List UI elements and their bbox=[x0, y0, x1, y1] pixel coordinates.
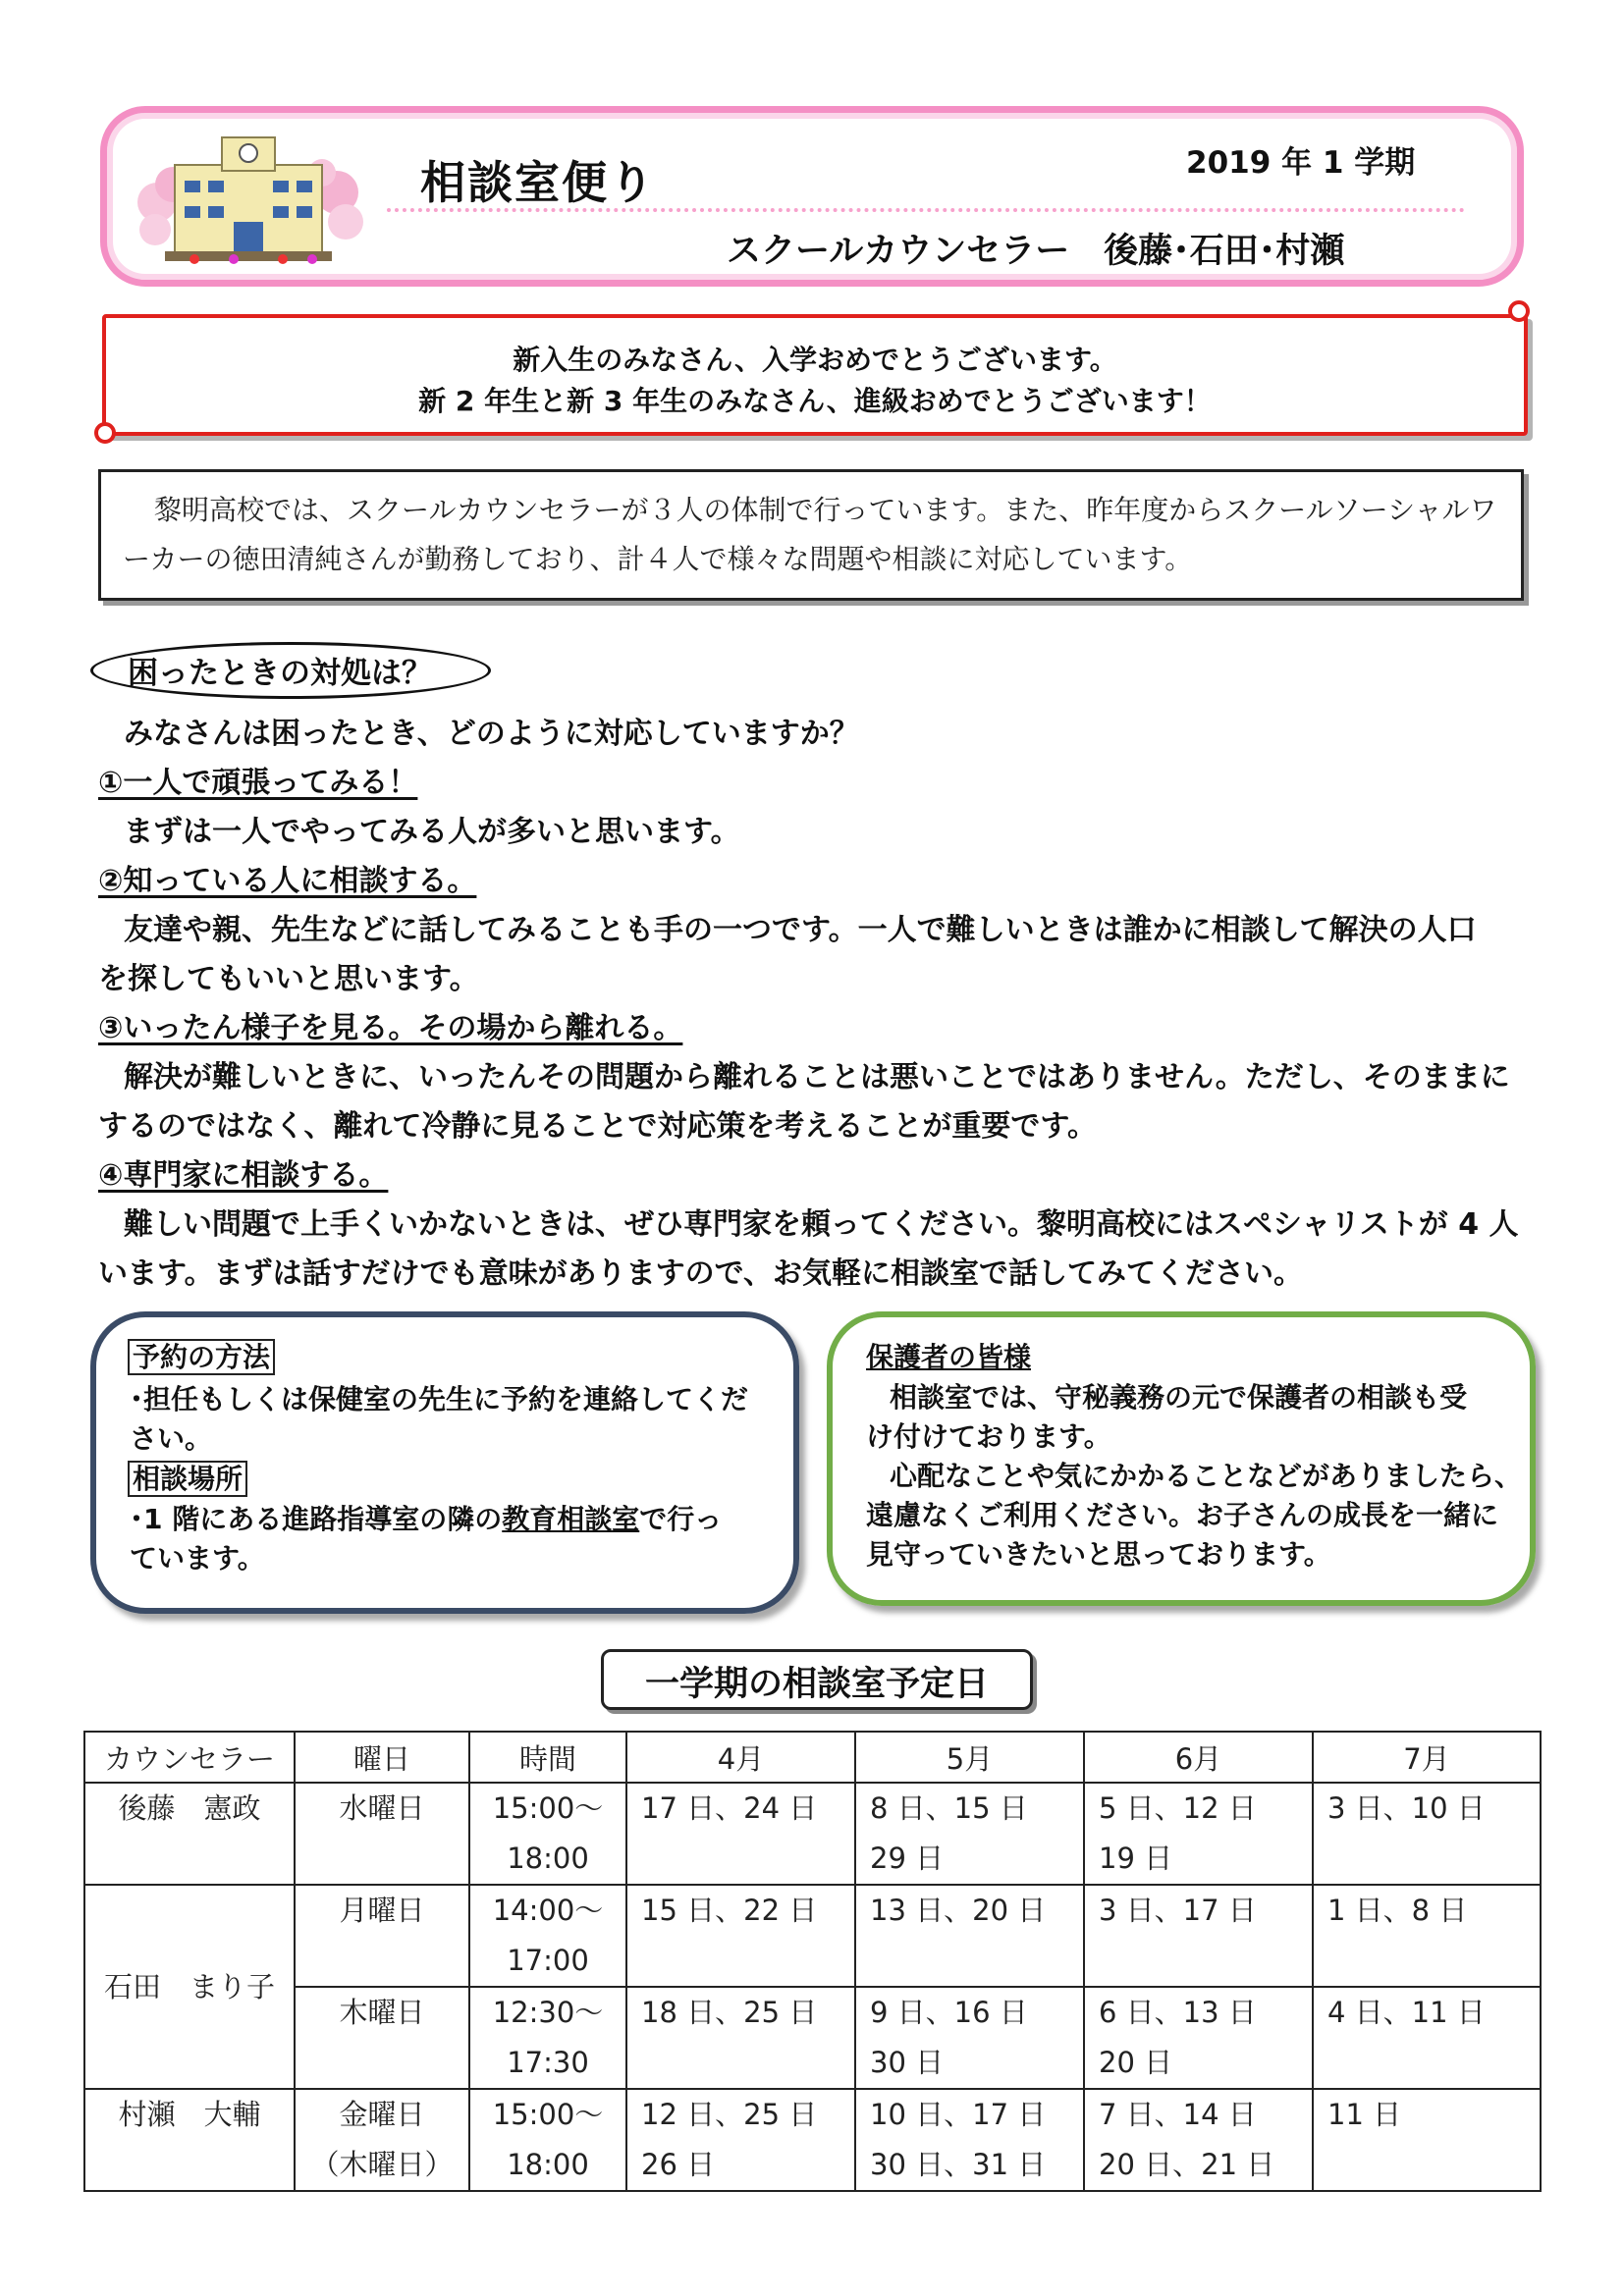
schedule-title: 一学期の相談室予定日 bbox=[644, 1665, 989, 1704]
consult-place-label-wrap bbox=[128, 1463, 247, 1496]
column-header: 時間 bbox=[469, 1732, 626, 1783]
date-text: 3 日、10 日 bbox=[1327, 1791, 1486, 1825]
scroll-curl-icon bbox=[1508, 300, 1530, 322]
date-text: 1 日、8 日 bbox=[1327, 1894, 1468, 1927]
consult-place-label: 相談場所 bbox=[128, 1461, 247, 1497]
april-cell bbox=[626, 1987, 855, 2089]
date-text: 15 日、22 日 bbox=[641, 1894, 818, 1927]
june-cell bbox=[1084, 1987, 1313, 2089]
guardian-text: 相談室では、守秘義務の元で保護者の相談も受 bbox=[890, 1381, 1468, 1414]
column-header: カウンセラー bbox=[84, 1732, 295, 1783]
date-text: 20 日、21 日 bbox=[1099, 2148, 1275, 2181]
consult-room-name: 教育相談室 bbox=[502, 1503, 640, 1535]
reservation-method-label-wrap bbox=[128, 1341, 275, 1374]
table-row bbox=[84, 1783, 1541, 1885]
date-text: 30 日 bbox=[870, 2046, 945, 2079]
day-text: 金曜日 bbox=[339, 2098, 425, 2131]
april-cell bbox=[626, 1885, 855, 1987]
day-text: 水曜日 bbox=[339, 1791, 425, 1825]
may-cell bbox=[855, 1885, 1084, 1987]
greeting-line: 新入生のみなさん、入学おめでとうございます。 bbox=[513, 344, 1117, 376]
july-cell bbox=[1313, 1987, 1541, 2089]
newsletter-title: 相談室便り bbox=[420, 156, 656, 209]
column-header: 曜日 bbox=[295, 1732, 469, 1783]
reservation-method-text: ･担任もしくは保健室の先生に予約を連絡してくだ bbox=[130, 1383, 749, 1415]
time-cell bbox=[469, 2089, 626, 2191]
time-text: 18:00 bbox=[507, 2148, 589, 2181]
counselor-cell bbox=[84, 2089, 295, 2191]
guardian-text: け付けております。 bbox=[866, 1420, 1111, 1453]
coping-item-text: 解決が難しいときに、いったんその問題から離れることは悪いことではありません。ただし、そのままに bbox=[124, 1060, 1510, 1095]
coping-lead: みなさんは困ったとき、どのように対応していますか？ bbox=[124, 717, 859, 751]
time-text: 18:00 bbox=[507, 1842, 589, 1875]
reservation-method-label: 予約の方法 bbox=[128, 1339, 275, 1375]
coping-item-heading: ②知っている人に相談する。 bbox=[98, 864, 477, 898]
coping-item-heading: ③いったん様子を見る。その場から離れる。 bbox=[98, 1011, 683, 1045]
column-header: 7月 bbox=[1313, 1732, 1541, 1783]
consult-place-suffix: で行っ bbox=[639, 1503, 723, 1535]
day-cell bbox=[295, 1783, 469, 1885]
date-text: 6 日、13 日 bbox=[1099, 1996, 1257, 2029]
date-text: 20 日 bbox=[1099, 2046, 1173, 2079]
schedule-table bbox=[83, 1731, 1542, 2192]
guardian-text: 見守っていきたいと思っております。 bbox=[866, 1538, 1331, 1571]
table-row bbox=[84, 1885, 1541, 1987]
day-text: 月曜日 bbox=[339, 1894, 425, 1927]
counselor-cell bbox=[84, 1885, 295, 2089]
date-text: 11 日 bbox=[1327, 2098, 1402, 2131]
date-text: 26 日 bbox=[641, 2148, 716, 2181]
day-cell bbox=[295, 1885, 469, 1987]
date-text: 3 日、17 日 bbox=[1099, 1894, 1257, 1927]
table-header-row bbox=[84, 1732, 1541, 1783]
coping-item-heading: ①一人で頑張ってみる！ bbox=[98, 766, 418, 800]
time-text: 12:30～ bbox=[492, 1996, 604, 2029]
table-row bbox=[84, 2089, 1541, 2191]
april-cell bbox=[626, 2089, 855, 2191]
school-building-icon bbox=[135, 124, 363, 269]
day-text: 木曜日 bbox=[339, 1996, 425, 2029]
date-text: 5 日、12 日 bbox=[1099, 1791, 1257, 1825]
counselor-cell bbox=[84, 1783, 295, 1885]
date-text: 4 日、11 日 bbox=[1327, 1996, 1486, 2029]
section-heading: 困ったときの対処は？ bbox=[128, 656, 432, 691]
day-cell bbox=[295, 1987, 469, 2089]
july-cell bbox=[1313, 2089, 1541, 2191]
time-text: 17:30 bbox=[507, 2046, 589, 2079]
counselor-name: 村瀬 大輔 bbox=[118, 2098, 261, 2131]
may-cell bbox=[855, 1987, 1084, 2089]
june-cell bbox=[1084, 2089, 1313, 2191]
intro-paragraph: 黎明高校では、スクールカウンセラーが３人の体制で行っています。また、昨年度からスクールソーシャルワーカーの徳田清純さんが勤務しており、計４人で様々な問題や相談に対応しています。 bbox=[98, 469, 1524, 601]
date-text: 10 日、17 日 bbox=[870, 2098, 1047, 2131]
time-cell bbox=[469, 1885, 626, 1987]
reservation-method-text: さい。 bbox=[130, 1422, 213, 1455]
term-label: 2019 年 1 学期 bbox=[1186, 145, 1416, 181]
consult-place-text: ています。 bbox=[130, 1542, 265, 1575]
date-text: 12 日、25 日 bbox=[641, 2098, 818, 2131]
time-cell bbox=[469, 1987, 626, 2089]
day-text: （木曜日） bbox=[310, 2148, 454, 2181]
time-text: 17:00 bbox=[507, 1944, 589, 1977]
date-text: 30 日、31 日 bbox=[870, 2148, 1047, 2181]
date-text: 19 日 bbox=[1099, 1842, 1173, 1875]
date-text: 18 日、25 日 bbox=[641, 1996, 818, 2029]
date-text: 29 日 bbox=[870, 1842, 945, 1875]
time-text: 14:00～ bbox=[492, 1894, 604, 1927]
guardian-text: 心配なことや気にかかることなどがありましたら、 bbox=[890, 1460, 1523, 1492]
coping-item-text: 難しい問題で上手くいかないときは、ぜひ専門家を頼ってください。黎明高校にはスペシャリストが 4 人 bbox=[124, 1207, 1519, 1242]
header-divider bbox=[387, 208, 1465, 212]
greeting-line: 新 2 年生と新 3 年生のみなさん、進級おめでとうございます！ bbox=[418, 385, 1212, 417]
counselor-name: 後藤 憲政 bbox=[118, 1791, 261, 1825]
time-text: 15:00～ bbox=[492, 2098, 604, 2131]
time-cell bbox=[469, 1783, 626, 1885]
day-cell bbox=[295, 2089, 469, 2191]
guardian-text: 遠慮なくご利用ください。お子さんの成長を一緒に bbox=[866, 1499, 1499, 1531]
date-text: 17 日、24 日 bbox=[641, 1791, 818, 1825]
july-cell bbox=[1313, 1885, 1541, 1987]
date-text: 13 日、20 日 bbox=[870, 1894, 1047, 1927]
june-cell bbox=[1084, 1783, 1313, 1885]
column-header: 6月 bbox=[1084, 1732, 1313, 1783]
guardian-label: 保護者の皆様 bbox=[866, 1341, 1032, 1373]
july-cell bbox=[1313, 1783, 1541, 1885]
coping-item-text: います。まずは話すだけでも意味がありますので、お気軽に相談室で話してみてください。 bbox=[98, 1256, 1303, 1291]
coping-item-text: まずは一人でやってみる人が多いと思います。 bbox=[124, 815, 740, 849]
table-row bbox=[84, 1987, 1541, 2089]
coping-item-text: 友達や親、先生などに話してみることも手の一つです。一人で難しいときは誰かに相談して解決の人口 bbox=[124, 913, 1477, 947]
may-cell bbox=[855, 1783, 1084, 1885]
consult-place-text bbox=[130, 1500, 722, 1539]
date-text: 7 日、14 日 bbox=[1099, 2098, 1257, 2131]
coping-item-text: を探してもいいと思います。 bbox=[98, 962, 479, 996]
june-cell bbox=[1084, 1885, 1313, 1987]
consult-place-prefix: ･1 階にある進路指導室の隣の bbox=[130, 1503, 503, 1535]
date-text: 9 日、16 日 bbox=[870, 1996, 1028, 2029]
counselor-name: 石田 まり子 bbox=[103, 1969, 275, 2003]
date-text: 8 日、15 日 bbox=[870, 1791, 1028, 1825]
coping-item-heading: ④専門家に相談する。 bbox=[98, 1158, 389, 1193]
time-text: 15:00～ bbox=[492, 1791, 604, 1825]
counselor-names: スクールカウンセラー 後藤･石田･村瀬 bbox=[727, 232, 1345, 271]
april-cell bbox=[626, 1783, 855, 1885]
may-cell bbox=[855, 2089, 1084, 2191]
scroll-curl-icon bbox=[94, 422, 116, 444]
coping-item-text: するのではなく、離れて冷静に見ることで対応策を考えることが重要です。 bbox=[98, 1109, 1097, 1144]
column-header: 4月 bbox=[626, 1732, 855, 1783]
column-header: 5月 bbox=[855, 1732, 1084, 1783]
